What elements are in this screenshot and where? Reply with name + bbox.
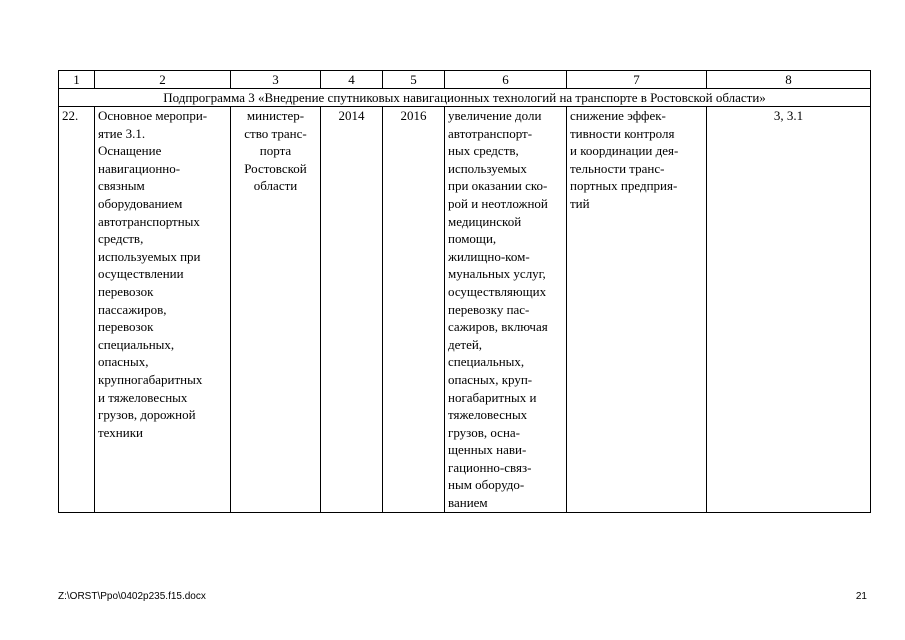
cell-text-line: ство транс- bbox=[244, 125, 307, 141]
indicators-cell: 3, 3.1 bbox=[707, 107, 871, 513]
cell-text-line: осуществлении bbox=[98, 266, 184, 282]
cell-text-line: ятие 3.1. bbox=[98, 125, 146, 141]
cell-text-line: используемых при bbox=[98, 248, 201, 264]
cell-text-line: рой и неотложной bbox=[448, 195, 548, 211]
cell-text-line: и координации дея- bbox=[570, 143, 679, 159]
cell-text-line: детей, bbox=[448, 336, 483, 352]
cell-text-line: грузов, дорожной bbox=[98, 407, 196, 423]
cell-text-line: средств, bbox=[98, 231, 144, 247]
cell-text-line: осуществляющих bbox=[448, 283, 547, 299]
cell-text-line: министер- bbox=[246, 108, 305, 123]
column-number-cell: 8 bbox=[707, 71, 871, 89]
row-number: 22. bbox=[59, 107, 95, 513]
cell-text-line: перевозок bbox=[98, 319, 154, 335]
cell-text-line: Ростовской bbox=[244, 160, 307, 176]
column-number-cell: 5 bbox=[383, 71, 445, 89]
cell-text-line: при оказании ско- bbox=[448, 178, 548, 194]
column-number-cell: 6 bbox=[445, 71, 567, 89]
cell-text-line: увеличение доли bbox=[448, 108, 542, 123]
cell-text-line: медицинской bbox=[448, 213, 522, 229]
cell-text-line: связным bbox=[98, 178, 145, 194]
cell-text-line: пассажиров, bbox=[98, 301, 167, 317]
column-number-cell: 2 bbox=[95, 71, 231, 89]
footer-file-path: Z:\ORST\Ppo\0402p235.f15.docx bbox=[58, 591, 206, 602]
cell-text-line: оборудованием bbox=[98, 195, 183, 211]
cell-text-line: ванием bbox=[448, 495, 488, 511]
column-number-cell: 3 bbox=[231, 71, 321, 89]
cell-text-line: тяжеловесных bbox=[448, 407, 528, 423]
cell-text-line: порта bbox=[259, 143, 292, 159]
table-row bbox=[59, 107, 871, 513]
cell-text-line: опасных, bbox=[98, 354, 149, 370]
cell-text-line: тивности контроля bbox=[570, 125, 675, 141]
cell-text-line: автотранспортных bbox=[98, 213, 200, 229]
cell-text-line: ных средств, bbox=[448, 143, 519, 159]
cell-text-line: перевозку пас- bbox=[448, 301, 530, 317]
cell-text-line: крупногабаритных bbox=[98, 371, 203, 387]
cell-text-line: Основное меропри- bbox=[98, 108, 208, 123]
cell-text-line: используемых bbox=[448, 160, 527, 176]
cell-text-line: перевозок bbox=[98, 283, 154, 299]
cell-text-line: ным оборудо- bbox=[448, 477, 525, 493]
cell-text-line: снижение эффек- bbox=[570, 108, 666, 123]
consequence-cell bbox=[567, 107, 707, 513]
cell-text-line: тий bbox=[570, 195, 590, 211]
subprogram-row bbox=[59, 89, 871, 107]
footer-page-number: 21 bbox=[855, 591, 867, 602]
cell-text-line: Оснащение bbox=[98, 143, 162, 159]
column-number-row bbox=[59, 71, 871, 89]
end-year-cell: 2016 bbox=[383, 107, 445, 513]
cell-text-line: автотранспорт- bbox=[448, 125, 533, 141]
column-number-cell: 4 bbox=[321, 71, 383, 89]
cell-text-line: щенных нави- bbox=[448, 442, 527, 458]
cell-text-line: тельности транс- bbox=[570, 160, 665, 176]
cell-text-line: специальных, bbox=[448, 354, 525, 370]
executor-cell bbox=[231, 107, 321, 513]
column-number-cell: 7 bbox=[567, 71, 707, 89]
cell-text-line: специальных, bbox=[98, 336, 175, 352]
cell-text-line: навигационно- bbox=[98, 160, 181, 176]
activity-cell bbox=[95, 107, 231, 513]
cell-text-line: грузов, осна- bbox=[448, 424, 521, 440]
result-cell bbox=[445, 107, 567, 513]
cell-text-line: жилищно-ком- bbox=[448, 248, 530, 264]
cell-text-line: области bbox=[253, 178, 298, 194]
program-table bbox=[58, 70, 871, 513]
cell-text-line: и тяжеловесных bbox=[98, 389, 188, 405]
column-number-cell: 1 bbox=[59, 71, 95, 89]
cell-text-line: гационно-связ- bbox=[448, 459, 532, 475]
start-year-cell: 2014 bbox=[321, 107, 383, 513]
cell-text-line: портных предприя- bbox=[570, 178, 678, 194]
cell-text-line: ногабаритных и bbox=[448, 389, 537, 405]
cell-text-line: помощи, bbox=[448, 231, 497, 247]
cell-text-line: сажиров, включая bbox=[448, 319, 548, 335]
cell-text-line: техники bbox=[98, 424, 143, 440]
cell-text-line: опасных, круп- bbox=[448, 371, 533, 387]
subprogram-title: Подпрограмма 3 «Внедрение спутниковых навигационных технологий на транспорте в Ростовской области» bbox=[59, 89, 871, 107]
cell-text-line: мунальных услуг, bbox=[448, 266, 546, 282]
